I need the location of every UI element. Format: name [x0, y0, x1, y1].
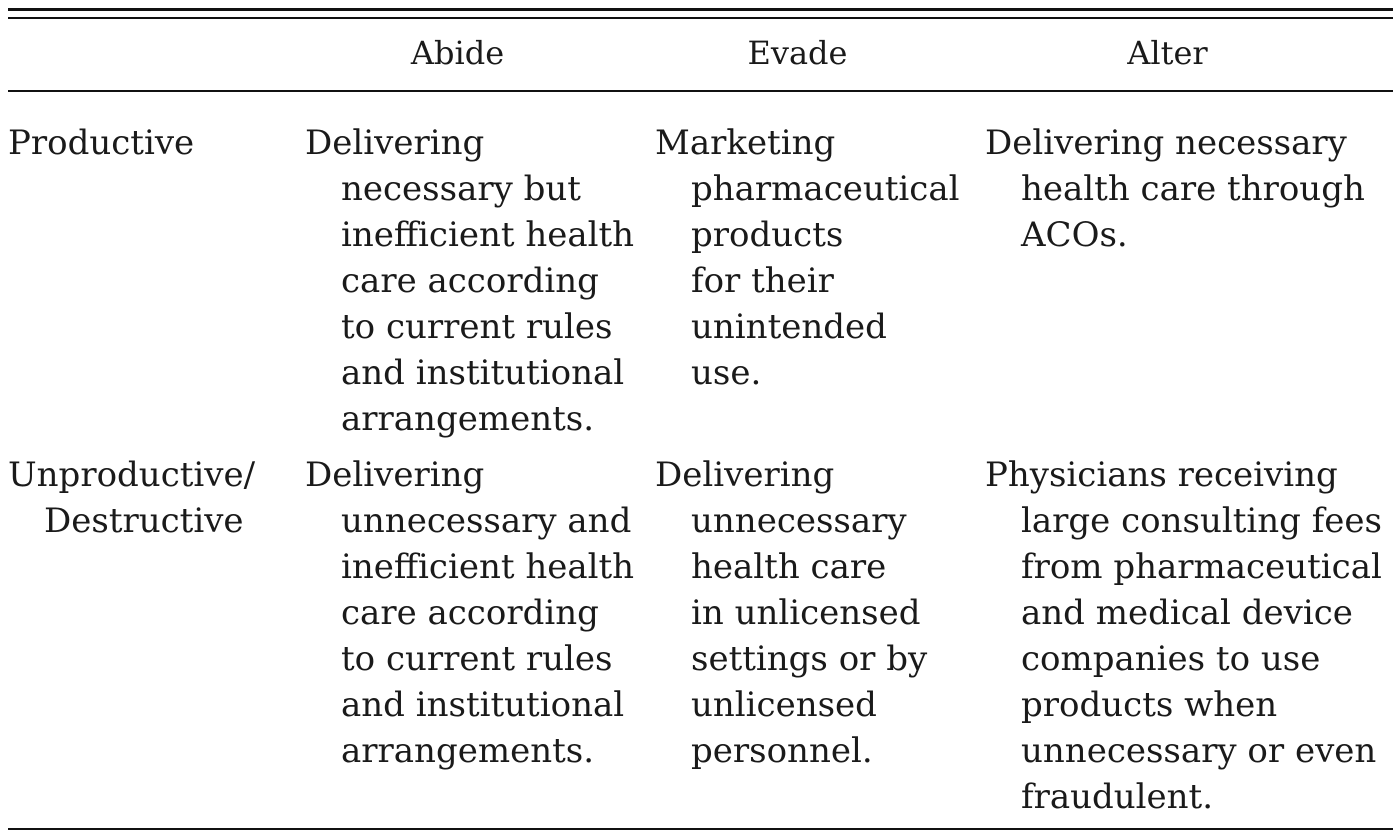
row-label: Unproductive/ Destructive [8, 455, 256, 541]
bottom-rule [8, 828, 1393, 830]
header-abide: Abide [410, 34, 505, 72]
cell-evade: Delivering unnecessary health care in unlicensed settings or by unlicensed personnel. [655, 455, 928, 771]
cell-alter: Delivering necessary health care through ACOs. [985, 123, 1365, 255]
header-alter: Alter [1127, 34, 1208, 72]
cell-evade: Marketing pharmaceutical products for their unintended use. [655, 123, 960, 393]
row-label: Productive [8, 123, 195, 163]
header-row [0, 33, 1400, 73]
cell-abide: Delivering necessary but inefficient health care according to current rules and institutional arrangements. [305, 123, 635, 439]
header-rule [8, 90, 1393, 92]
top-rule [8, 8, 1393, 11]
cell-abide: Delivering unnecessary and inefficient health care according to current rules and institutional arrangements. [305, 455, 635, 771]
cell-alter: Physicians receiving large consulting fees from pharmaceutical and medical device companies to use products when unnecessary or even fraudulent. [985, 455, 1383, 817]
header-evade: Evade [747, 34, 848, 72]
top-rule-thin [8, 17, 1393, 19]
